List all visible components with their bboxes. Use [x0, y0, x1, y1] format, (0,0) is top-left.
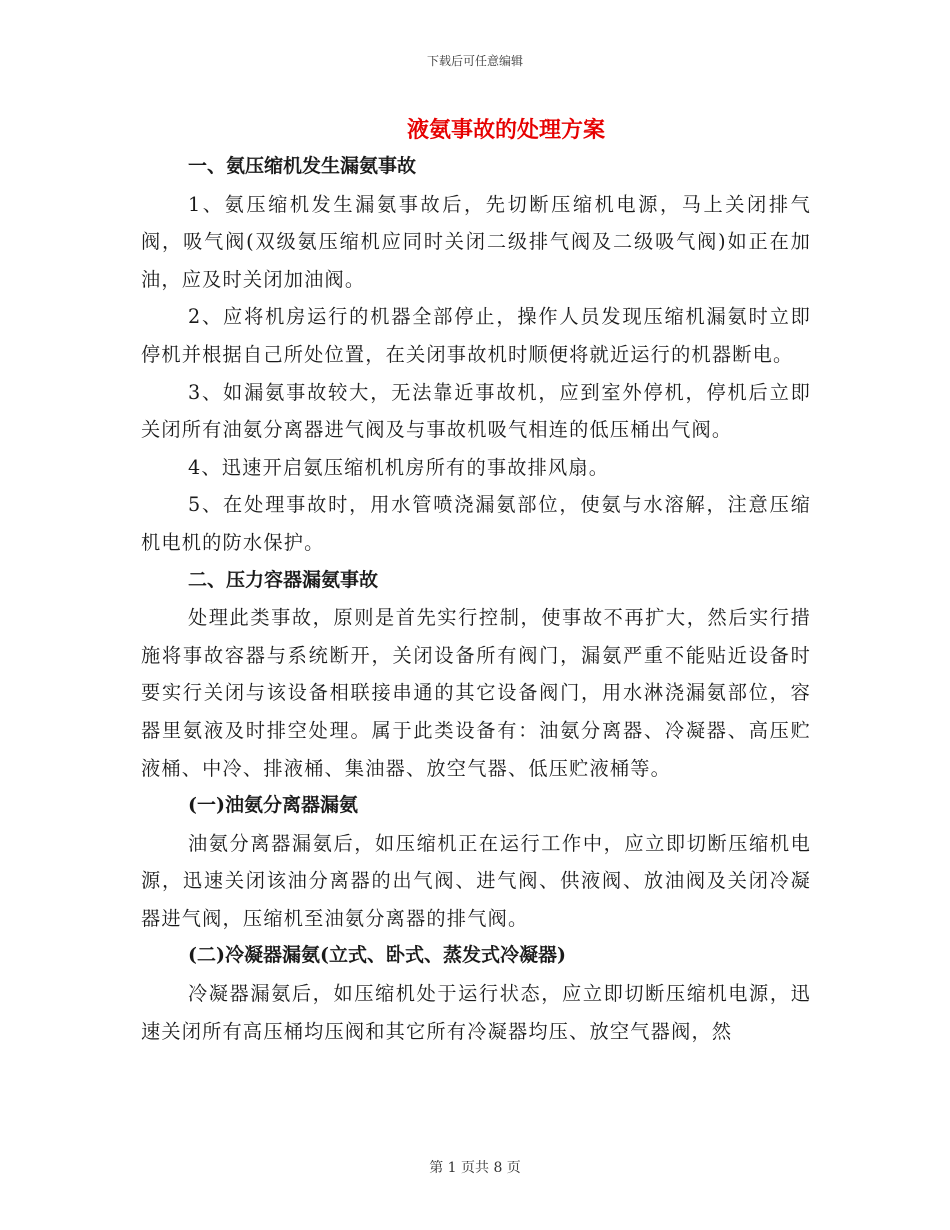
paragraph-5: 5、在处理事故时，用水管喷浇漏氨部位，使氨与水溶解，注意压缩机电机的防水保护。 [141, 493, 811, 554]
section-heading-1: 一、氨压缩机发生漏氨事故 [188, 155, 417, 177]
paragraph-2: 2、应将机房运行的机器全部停止，操作人员发现压缩机漏氨时立即停机并根据自己所处位置，在关闭事故机时顺便将就近运行的机器断电。 [141, 305, 811, 366]
document-body [141, 112, 811, 1050]
header-note: 下载后可任意编辑 [426, 54, 523, 68]
document-title: 液氨事故的处理方案 [406, 117, 605, 143]
subsection-heading-1: (一)油氨分离器漏氨 [188, 794, 358, 817]
paragraph-6: 处理此类事故，原则是首先实行控制，使事故不再扩大，然后实行措施将事故容器与系统断开，关闭设备所有阀门，漏氨严重不能贴近设备时要实行关闭与该设备相联接串通的其它设备阀门，用水淋浇漏氨部位，容器里氨液及时排空处理。属于此类设备有：油氨分离器、冷凝器、高压贮液桶、中冷、排液桶、集油器、放空气器、低压贮液桶等。 [141, 606, 811, 780]
paragraph-8: 冷凝器漏氨后，如压缩机处于运行状态，应立即切断压缩机电源，迅速关闭所有高压桶均压阀和其它所有冷凝器均压、放空气器阀，然 [141, 982, 811, 1043]
paragraph-7: 油氨分离器漏氨后，如压缩机正在运行工作中，应立即切断压缩机电源，迅速关闭该油分离器的出气阀、进气阀、供液阀、放油阀及关闭冷凝器进气阀，压缩机至油氨分离器的排气阀。 [141, 831, 811, 930]
page-number: 第 1 页共 8 页 [429, 1160, 521, 1176]
subsection-heading-2: (二)冷凝器漏氨(立式、卧式、蒸发式冷凝器) [188, 944, 566, 967]
section-heading-2: 二、压力容器漏氨事故 [188, 568, 379, 591]
paragraph-3: 3、如漏氨事故较大，无法靠近事故机，应到室外停机，停机后立即关闭所有油氨分离器进气阀及与事故机吸气相连的低压桶出气阀。 [141, 380, 811, 442]
paragraph-4: 4、迅速开启氨压缩机机房所有的事故排风扇。 [188, 455, 610, 479]
paragraph-1: 1、氨压缩机发生漏氨事故后，先切断压缩机电源，马上关闭排气阀，吸气阀(双级氨压缩机应同时关闭二级排气阀及二级吸气阀)如正在加油，应及时关闭加油阀。 [141, 192, 811, 291]
